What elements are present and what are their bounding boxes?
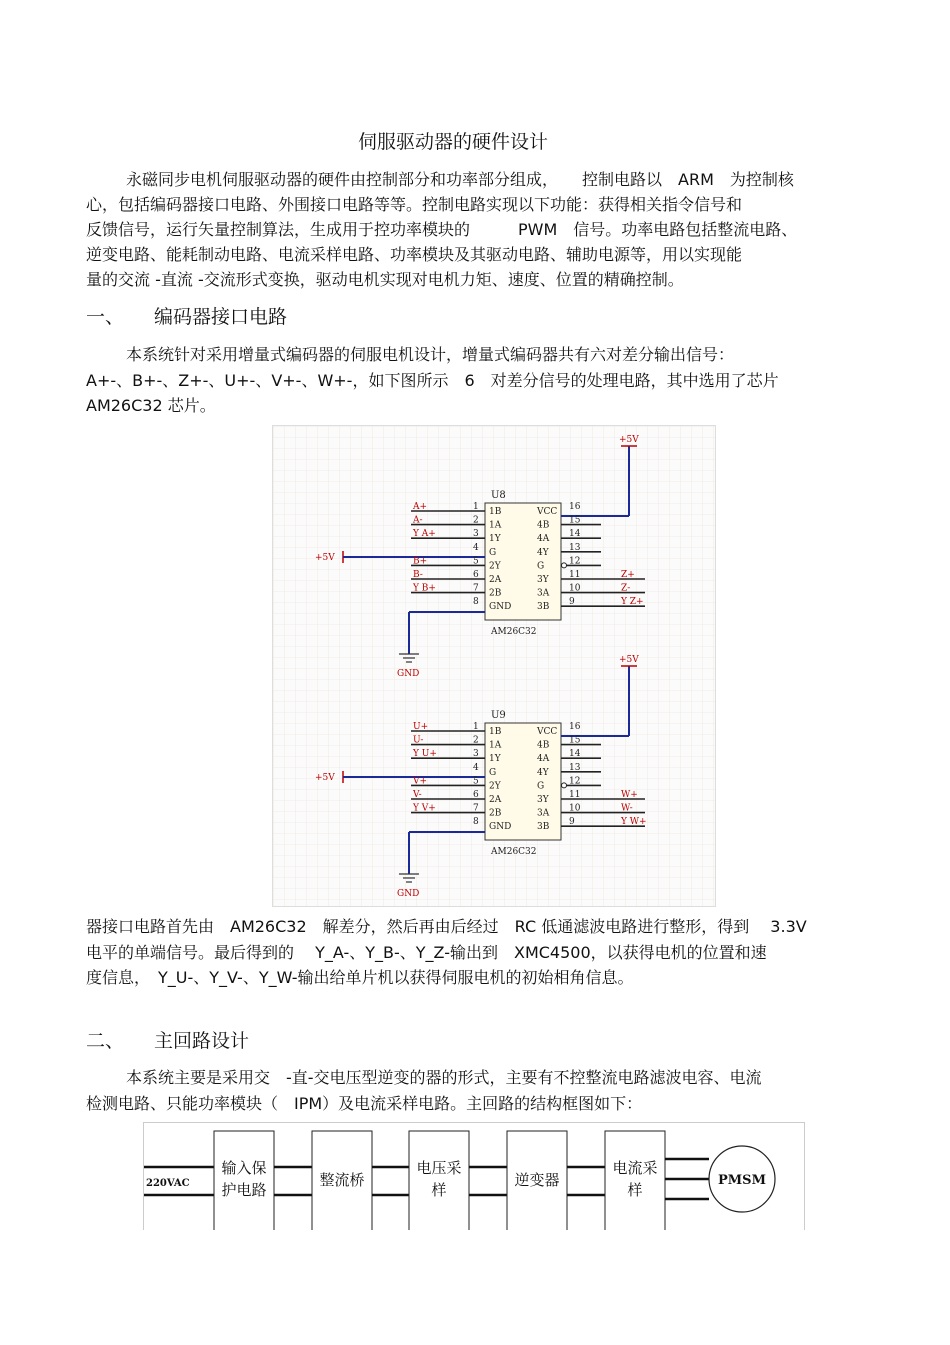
left-pin-number: 2 — [473, 515, 479, 526]
left-net-label: A- — [413, 515, 423, 526]
pin4-power-label: +5V — [315, 553, 335, 563]
block-label: 电流采 — [612, 1159, 658, 1177]
intro-line-2: 心，包括编码器接口电路、外围接口电路等等。控制电路实现以下功能：获得相关指令信号和 — [86, 195, 743, 214]
left-pin-number: 3 — [473, 529, 479, 540]
section1-after-line-1: 器接口电路首先由 AM26C32 解差分，然后再由后经过 RC 低通滤波电路进行整形，得到 3.3V — [86, 917, 807, 936]
left-pin-name: GND — [489, 602, 512, 613]
left-pin-number: 3 — [473, 749, 479, 760]
left-pin-number: 5 — [473, 556, 479, 567]
left-net-label: Y A+ — [413, 529, 436, 540]
chip-ref: U8 — [491, 490, 506, 501]
section2-number: 二、 — [86, 1030, 125, 1052]
intro-line-5: 量的交流 -直流 -交流形式变换，驱动电机实现对电机力矩、速度、位置的精确控制。 — [86, 270, 684, 289]
right-pin-number: 15 — [569, 515, 581, 526]
left-pin-number: 8 — [473, 597, 479, 608]
pin12-inversion-bubble — [562, 563, 567, 568]
left-net-label: U- — [413, 735, 424, 746]
left-pin-name: 1Y — [489, 534, 501, 545]
left-pin-name: 1Y — [489, 754, 501, 765]
right-pin-name: VCC — [537, 507, 558, 517]
right-pin-number: 11 — [569, 570, 581, 580]
left-pin-name: 1A — [489, 520, 502, 531]
right-pin-number: 12 — [569, 556, 581, 567]
left-net-label: U+ — [413, 722, 429, 732]
section2-para-line-1: 本系统主要是采用交 -直-交电压型逆变的器的形式，主要有不控整流电路滤波电容、电流 — [126, 1068, 762, 1087]
section1-after-line-2: 电平的单端信号。最后得到的 Y_A-、Y_B-、Y_Z-输出到 XMC4500，以获得电机的位置和速 — [86, 943, 767, 962]
chip-part: AM26C32 — [491, 847, 537, 857]
gnd-label: GND — [397, 889, 420, 899]
left-pin-name: G — [489, 547, 497, 558]
right-pin-name: 4B — [537, 520, 550, 531]
block-diagram-svg — [144, 1123, 804, 1230]
intro-line-1: 永磁同步电机伺服驱动器的硬件由控制部分和功率部分组成， 控制电路以 ARM 为控制核 — [126, 170, 794, 189]
left-pin-name: 2A — [489, 575, 502, 585]
main-circuit-block-diagram — [143, 1122, 805, 1230]
section1-after-line-3: 度信息， Y_U-、Y_V-、Y_W-输出给单片机以获得伺服电机的初始相角信息。 — [86, 968, 634, 987]
section1-para-line-2: A+-、B+-、Z+-、U+-、V+-、W+-，如下图所示 6 对差分信号的处理电路，其中选用了芯片 — [86, 371, 779, 390]
right-pin-name: 3B — [537, 822, 550, 833]
block-label: 电压采 — [416, 1159, 462, 1177]
block-label: 输入保 — [221, 1159, 267, 1177]
page-title: 伺服驱动器的硬件设计 — [358, 131, 549, 153]
right-pin-number: 9 — [569, 597, 575, 608]
left-pin-name: G — [489, 767, 497, 778]
right-pin-name: G — [537, 561, 545, 572]
section2-para-line-2: 检测电路、只能功率模块（ IPM）及电流采样电路。主回路的结构框图如下： — [86, 1094, 643, 1113]
right-pin-name: G — [537, 781, 545, 792]
right-pin-number: 10 — [569, 583, 581, 594]
left-pin-number: 4 — [473, 762, 479, 773]
right-pin-name: 3B — [537, 602, 550, 613]
left-pin-number: 2 — [473, 735, 479, 746]
left-pin-number: 6 — [473, 570, 479, 580]
motor-label: PMSM — [718, 1173, 766, 1188]
left-pin-number: 4 — [473, 542, 479, 553]
left-pin-name: GND — [489, 822, 512, 833]
chip-ref: U9 — [491, 710, 506, 721]
left-pin-number: 6 — [473, 790, 479, 800]
right-pin-number: 12 — [569, 776, 581, 787]
right-net-label: W- — [621, 803, 633, 814]
input-label: 220VAC — [146, 1178, 190, 1189]
right-net-label: Y W+ — [621, 817, 647, 828]
right-pin-name: 3Y — [537, 575, 549, 585]
right-pin-number: 11 — [569, 790, 581, 800]
left-pin-number: 7 — [473, 583, 479, 594]
intro-line-3: 反馈信号，运行矢量控制算法，生成用于控功率模块的 PWM 信号。功率电路包括整流电路、 — [86, 220, 798, 239]
right-pin-name: 3A — [537, 588, 550, 599]
encoder-schematic — [272, 425, 716, 907]
right-net-label: W+ — [621, 790, 638, 800]
right-pin-number: 16 — [569, 722, 581, 732]
pin12-inversion-bubble — [562, 783, 567, 788]
left-net-label: Y B+ — [413, 583, 436, 594]
right-pin-name: 3A — [537, 808, 550, 819]
right-pin-number: 9 — [569, 817, 575, 828]
left-pin-name: 2B — [489, 588, 502, 599]
right-net-label: Z- — [621, 583, 631, 594]
right-pin-number: 10 — [569, 803, 581, 814]
schematic-svg — [273, 426, 715, 906]
left-pin-name: 1A — [489, 740, 502, 751]
right-pin-name: 4A — [537, 754, 550, 765]
section2-title: 主回路设计 — [154, 1030, 250, 1052]
right-pin-number: 13 — [569, 762, 581, 773]
left-net-label: Y U+ — [413, 749, 437, 760]
vcc-label: +5V — [619, 655, 639, 665]
right-pin-number: 16 — [569, 502, 581, 512]
chip-part: AM26C32 — [491, 627, 537, 637]
block-label: 样 — [431, 1181, 447, 1199]
left-pin-name: 2B — [489, 808, 502, 819]
right-pin-name: 4Y — [537, 547, 549, 558]
section1-para-line-3: AM26C32 芯片。 — [86, 396, 216, 415]
left-pin-name: 2Y — [489, 781, 501, 792]
vcc-label: +5V — [619, 435, 639, 445]
right-pin-number: 13 — [569, 542, 581, 553]
left-pin-number: 8 — [473, 817, 479, 828]
left-pin-name: 1B — [489, 507, 502, 517]
right-net-label: Y Z+ — [621, 597, 644, 608]
right-net-label: Z+ — [621, 570, 635, 580]
left-net-label: B- — [413, 570, 423, 580]
left-pin-name: 2A — [489, 795, 502, 805]
left-pin-number: 1 — [473, 722, 479, 732]
gnd-label: GND — [397, 669, 420, 679]
pin4-power-label: +5V — [315, 773, 335, 783]
left-net-label: V+ — [413, 776, 428, 787]
right-pin-name: 4Y — [537, 767, 549, 778]
left-pin-number: 7 — [473, 803, 479, 814]
right-pin-number: 14 — [569, 529, 581, 540]
right-pin-name: 3Y — [537, 795, 549, 805]
block-label: 护电路 — [221, 1181, 267, 1199]
intro-line-4: 逆变电路、能耗制动电路、电流采样电路、功率模块及其驱动电路、辅助电源等，用以实现能 — [86, 245, 743, 264]
right-pin-name: VCC — [537, 727, 558, 737]
left-pin-number: 5 — [473, 776, 479, 787]
left-net-label: Y V+ — [413, 803, 436, 814]
right-pin-name: 4A — [537, 534, 550, 545]
block-label: 整流桥 — [319, 1171, 365, 1189]
left-net-label: V- — [413, 790, 422, 800]
left-pin-name: 1B — [489, 727, 502, 737]
section1-number: 一、 — [86, 306, 125, 328]
right-pin-number: 14 — [569, 749, 581, 760]
right-pin-number: 15 — [569, 735, 581, 746]
block-label: 样 — [627, 1181, 643, 1199]
section1-title: 编码器接口电路 — [154, 306, 288, 328]
left-pin-number: 1 — [473, 502, 479, 512]
block-label: 逆变器 — [514, 1171, 560, 1189]
left-net-label: A+ — [413, 502, 428, 512]
left-net-label: B+ — [413, 556, 428, 567]
section1-para-line-1: 本系统针对采用增量式编码器的伺服电机设计，增量式编码器共有六对差分输出信号： — [126, 345, 735, 364]
right-pin-name: 4B — [537, 740, 550, 751]
left-pin-name: 2Y — [489, 561, 501, 572]
